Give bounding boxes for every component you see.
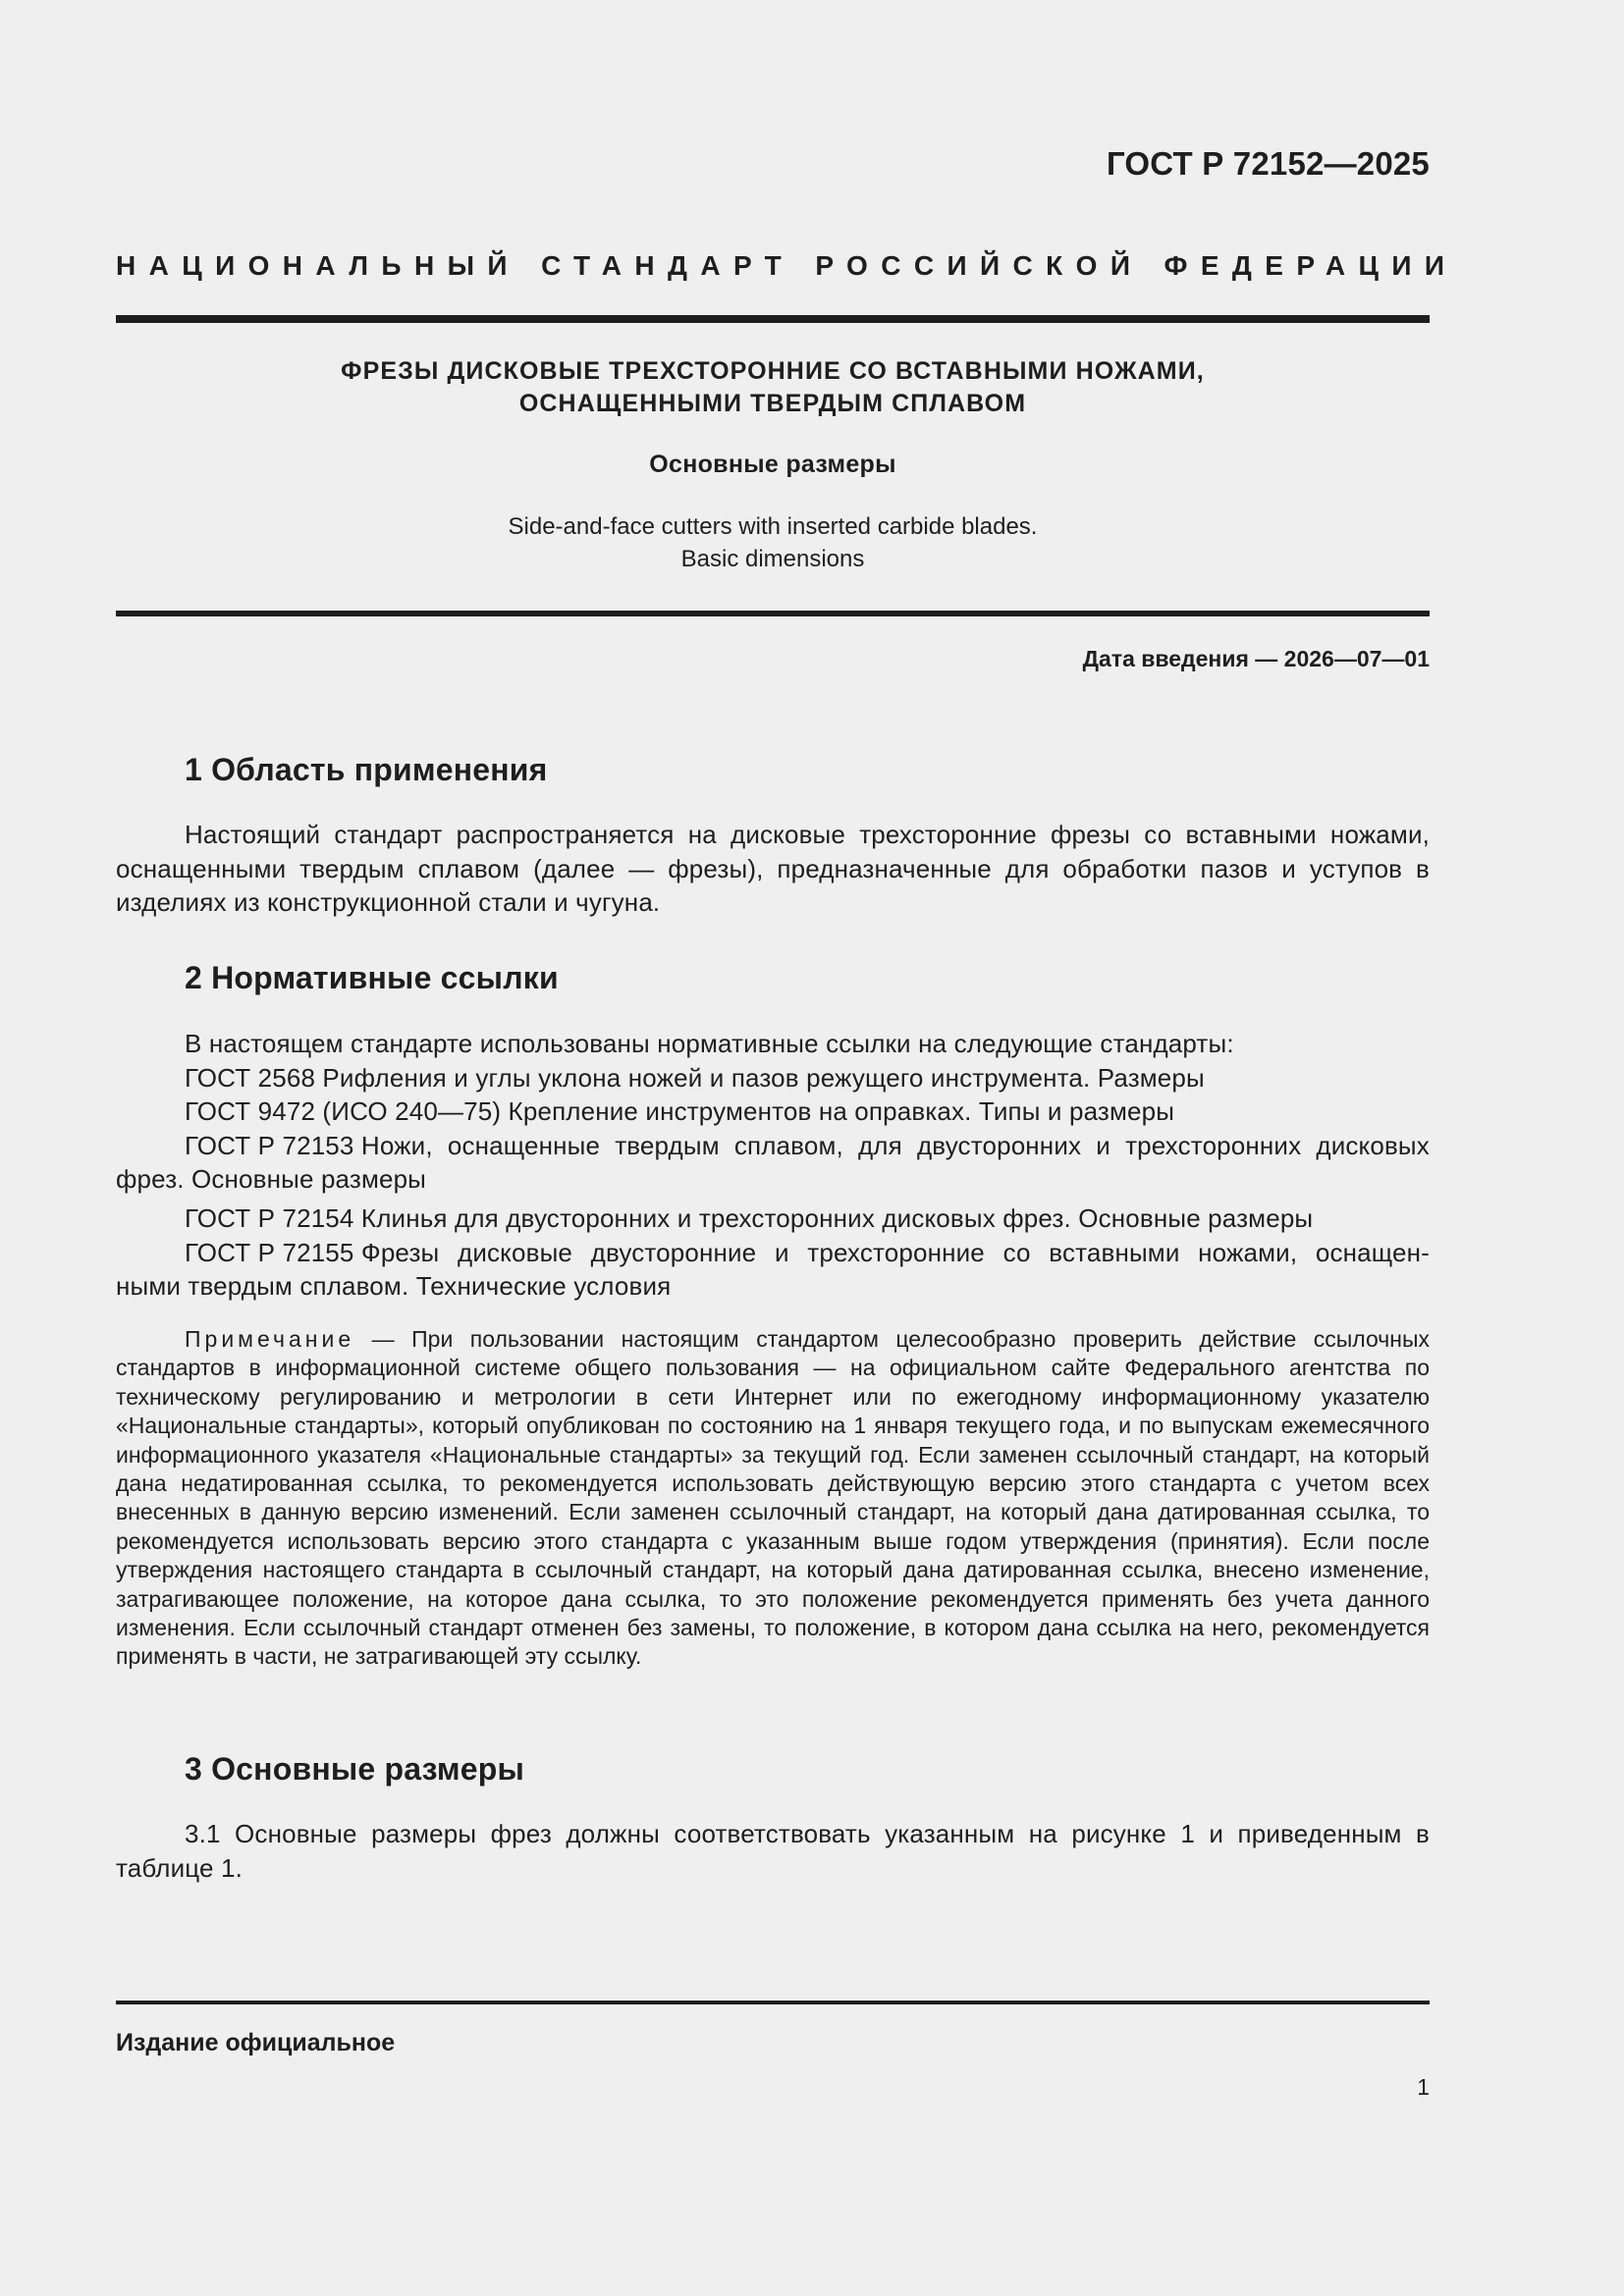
- standard-code: ГОСТ Р 72152—2025: [1106, 145, 1430, 182]
- title-divider: [116, 611, 1430, 616]
- english-title-line-2: Basic dimensions: [680, 546, 865, 572]
- ref-word: ножами,: [1198, 1238, 1298, 1267]
- ref-word: дисковых: [1316, 1131, 1430, 1160]
- ref-word: оснащен-: [1315, 1238, 1430, 1267]
- effective-date: Дата введения — 2026—07—01: [1082, 646, 1430, 671]
- note-label: Примечание: [185, 1326, 355, 1352]
- reference-gost-9472: ГОСТ 9472 (ИСО 240—75) Крепление инструментов на оправках. Типы и размеры: [185, 1096, 1175, 1126]
- national-standard-banner: НАЦИОНАЛЬНЫЙ СТАНДАРТ РОССИЙСКОЙ ФЕДЕРАЦИИ: [116, 250, 1458, 281]
- ref-word: и: [1096, 1131, 1110, 1160]
- ref-word: двусторонние: [590, 1238, 757, 1267]
- title-line-2: ОСНАЩЕННЫМИ ТВЕРДЫМ СПЛАВОМ: [518, 390, 1027, 417]
- document-subtitle: Основные размеры: [649, 451, 896, 478]
- document-title: [116, 355, 1430, 420]
- ref-word: вставными: [1049, 1238, 1180, 1267]
- reference-gost-2568: ГОСТ 2568 Рифления и углы уклона ножей и пазов режущего инструмента. Размеры: [185, 1063, 1205, 1093]
- official-edition-label: Издание официальное: [116, 2029, 396, 2056]
- english-title: [116, 510, 1430, 575]
- reference-gost-72153: [185, 1129, 1430, 1163]
- references-note: [116, 1325, 1430, 1672]
- ref-word: твердым: [615, 1131, 720, 1160]
- ref-word: ГОСТ Р 72155 Фрезы: [185, 1238, 440, 1267]
- ref-word: трехсторонних: [1125, 1131, 1302, 1160]
- page-number: 1: [1417, 2074, 1430, 2100]
- section-3-heading: 3 Основные размеры: [185, 1751, 525, 1787]
- title-line-1: ФРЕЗЫ ДИСКОВЫЕ ТРЕХСТОРОННИЕ СО ВСТАВНЫМИ НОЖАМИ,: [341, 357, 1205, 385]
- ref-word: для: [857, 1131, 902, 1160]
- ref-word: и: [774, 1238, 789, 1267]
- reference-gost-72155: [185, 1236, 1430, 1270]
- reference-gost-72153-continued: фрез. Основные размеры: [116, 1164, 427, 1194]
- ref-word: трехсторонние: [807, 1238, 985, 1267]
- ref-word: ГОСТ Р 72153 Ножи,: [185, 1131, 433, 1160]
- section-1-heading: 1 Область применения: [185, 752, 548, 787]
- ref-word: сплавом,: [733, 1131, 843, 1160]
- reference-gost-72155-continued: ными твердым сплавом. Технические условия: [116, 1271, 672, 1301]
- top-divider: [116, 315, 1430, 323]
- note-text: — При пользовании настоящим стандартом целесообразно проверить действие ссылочных стандартов в информационной системе общего пользования — на официальном сайте Федерального агентства по техническому регулированию и метрологии в сети Интернет или по ежегодному информационному указателю «Национальные стандарты», который опубликован по состоянию на 1 января текущего года, и по выпускам ежемесячного информационного указателя «Национальные стандарты» за текущий год. Если заменен ссылочный стандарт, на который дана недатированная ссылка, то рекомендуется использовать действующую версию этого стандарта с учетом всех внесенных в данную версию изменений. Если заменен ссылочный стандарт, на который дана датированная ссылка, то рекомендуется использовать версию этого стандарта с указанным выше годом утверждения (принятия). Если после утверждения настоящего стандарта в ссылочный стандарт, на который дана датированная ссылка, внесено изменение, затрагивающее положение, на которое дана ссылка, то это положение рекомендуется применять без учета данного изменения. Если ссылочный стандарт отменен без замены, то положение, в котором дана ссылка на него, рекомендуется применять в части, не затрагивающей эту ссылку.: [116, 1326, 1430, 1670]
- ref-word: со: [1002, 1238, 1031, 1267]
- reference-gost-72154: ГОСТ Р 72154 Клинья для двусторонних и трехсторонних дисковых фрез. Основные размеры: [185, 1203, 1314, 1233]
- references-intro: В настоящем стандарте использованы нормативные ссылки на следующие стандарты:: [185, 1029, 1234, 1058]
- ref-word: дисковые: [458, 1238, 573, 1267]
- ref-word: оснащенные: [447, 1131, 601, 1160]
- section-2-heading: 2 Нормативные ссылки: [185, 960, 559, 995]
- footer-divider: [116, 2001, 1430, 2004]
- section-1-text: Настоящий стандарт распространяется на дисковые трехсторонние фрезы со вставными ножами, оснащенными твердым сплавом (далее — фрезы), предназначенные для обработки пазов и уступов в изделиях из конструкционной стали и чугуна.: [116, 820, 1430, 917]
- section-3-text: 3.1 Основные размеры фрез должны соответствовать указанным на рисунке 1 и приведенным в таблице 1.: [116, 1819, 1430, 1883]
- ref-word: двусторонних: [916, 1131, 1082, 1160]
- english-title-line-1: Side-and-face cutters with inserted carbide blades.: [508, 513, 1038, 540]
